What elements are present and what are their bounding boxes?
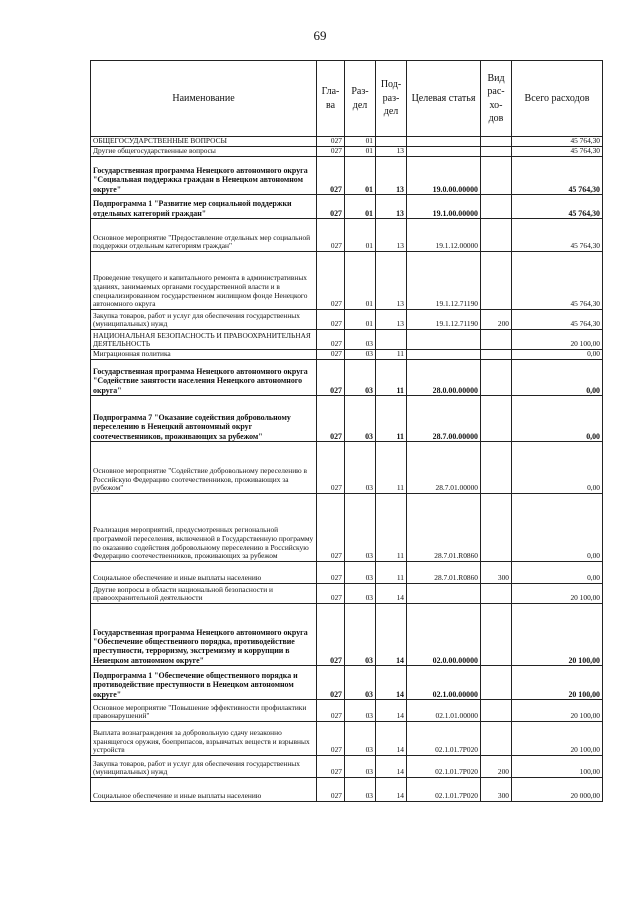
col-header-amount: Всего расходов (512, 61, 603, 137)
cell-vid: 300 (481, 778, 512, 802)
cell-podrazdel: 11 (376, 360, 407, 396)
cell-podrazdel: 11 (376, 442, 407, 494)
table-row (91, 700, 603, 722)
cell-name: ОБЩЕГОСУДАРСТВЕННЫЕ ВОПРОСЫ (91, 137, 317, 147)
cell-vid (481, 157, 512, 195)
cell-razdel: 01 (345, 252, 376, 310)
cell-statya: 02.1.01.7Р020 (407, 778, 481, 802)
cell-razdel: 03 (345, 442, 376, 494)
table-row (91, 330, 603, 350)
cell-statya: 02.1.01.7Р020 (407, 722, 481, 756)
cell-amount: 45 764,30 (512, 137, 603, 147)
cell-glava: 027 (317, 219, 345, 252)
cell-vid (481, 494, 512, 562)
cell-razdel: 01 (345, 310, 376, 330)
cell-vid (481, 147, 512, 157)
table-row (91, 350, 603, 360)
cell-statya (407, 147, 481, 157)
cell-statya: 02.0.00.00000 (407, 604, 481, 666)
cell-vid (481, 604, 512, 666)
col-header-name: Наименование (91, 61, 317, 137)
cell-statya: 19.1.12.71190 (407, 310, 481, 330)
cell-statya: 19.1.12.71190 (407, 252, 481, 310)
col-header-vid: Вид рас-хо-дов (481, 61, 512, 137)
cell-statya: 28.7.01.R0860 (407, 494, 481, 562)
cell-glava: 027 (317, 562, 345, 584)
col-header-podrazdel: Под-раз-дел (376, 61, 407, 137)
cell-razdel: 03 (345, 722, 376, 756)
cell-amount: 100,00 (512, 756, 603, 778)
table-row (91, 147, 603, 157)
cell-vid (481, 584, 512, 604)
cell-razdel: 01 (345, 157, 376, 195)
cell-razdel: 01 (345, 147, 376, 157)
cell-amount: 20 100,00 (512, 700, 603, 722)
cell-podrazdel: 14 (376, 700, 407, 722)
cell-glava: 027 (317, 722, 345, 756)
cell-statya: 02.1.00.00000 (407, 666, 481, 700)
table-row (91, 494, 603, 562)
cell-vid (481, 330, 512, 350)
cell-podrazdel: 11 (376, 350, 407, 360)
cell-name: Подпрограмма 1 "Развитие мер социальной поддержки отдельных категорий граждан" (91, 195, 317, 219)
cell-vid (481, 396, 512, 442)
cell-vid: 200 (481, 756, 512, 778)
cell-razdel: 03 (345, 778, 376, 802)
table-row (91, 722, 603, 756)
cell-vid (481, 360, 512, 396)
cell-statya (407, 350, 481, 360)
cell-statya: 28.7.01.00000 (407, 442, 481, 494)
cell-vid (481, 722, 512, 756)
cell-razdel: 03 (345, 360, 376, 396)
table-row (91, 310, 603, 330)
cell-amount: 20 100,00 (512, 666, 603, 700)
cell-glava: 027 (317, 252, 345, 310)
cell-statya: 28.7.00.00000 (407, 396, 481, 442)
cell-vid: 300 (481, 562, 512, 584)
cell-statya: 19.0.00.00000 (407, 157, 481, 195)
cell-podrazdel: 14 (376, 756, 407, 778)
cell-podrazdel: 13 (376, 219, 407, 252)
cell-amount: 0,00 (512, 442, 603, 494)
cell-vid (481, 195, 512, 219)
cell-glava: 027 (317, 666, 345, 700)
cell-glava: 027 (317, 442, 345, 494)
cell-name: НАЦИОНАЛЬНАЯ БЕЗОПАСНОСТЬ И ПРАВООХРАНИТЕЛЬНАЯ ДЕЯТЕЛЬНОСТЬ (91, 330, 317, 350)
cell-podrazdel: 13 (376, 195, 407, 219)
cell-amount: 0,00 (512, 562, 603, 584)
cell-podrazdel: 14 (376, 584, 407, 604)
cell-name: Основное мероприятие "Содействие добровольному переселению в Российскую Федерацию соотечественников, проживающих за рубежом" (91, 442, 317, 494)
table-row (91, 219, 603, 252)
cell-statya (407, 584, 481, 604)
cell-podrazdel: 14 (376, 722, 407, 756)
cell-amount: 45 764,30 (512, 252, 603, 310)
cell-vid (481, 666, 512, 700)
cell-name: Проведение текущего и капитального ремонта в административных зданиях, занимаемых органами государственной власти и в специализированном государственном жилищном фонде Ненецкого автономного округа (91, 252, 317, 310)
cell-statya: 28.7.01.R0860 (407, 562, 481, 584)
cell-podrazdel: 14 (376, 666, 407, 700)
table-row (91, 252, 603, 310)
budget-table (90, 60, 603, 802)
cell-vid (481, 350, 512, 360)
cell-name: Основное мероприятие "Повышение эффективности профилактики правонарушений" (91, 700, 317, 722)
cell-statya (407, 137, 481, 147)
cell-razdel: 03 (345, 350, 376, 360)
cell-amount: 20 100,00 (512, 584, 603, 604)
cell-name: Миграционная политика (91, 350, 317, 360)
cell-amount: 0,00 (512, 494, 603, 562)
cell-podrazdel: 11 (376, 494, 407, 562)
cell-amount: 0,00 (512, 350, 603, 360)
cell-amount: 20 100,00 (512, 604, 603, 666)
cell-glava: 027 (317, 195, 345, 219)
cell-razdel: 03 (345, 666, 376, 700)
cell-amount: 20 100,00 (512, 722, 603, 756)
cell-glava: 027 (317, 778, 345, 802)
cell-statya: 02.1.01.7Р020 (407, 756, 481, 778)
cell-vid (481, 219, 512, 252)
cell-vid: 200 (481, 310, 512, 330)
cell-statya: 02.1.01.00000 (407, 700, 481, 722)
cell-amount: 0,00 (512, 360, 603, 396)
cell-razdel: 03 (345, 756, 376, 778)
table-header-row (91, 61, 603, 137)
cell-glava: 027 (317, 360, 345, 396)
cell-podrazdel (376, 330, 407, 350)
cell-name: Другие общегосударственные вопросы (91, 147, 317, 157)
cell-podrazdel: 11 (376, 562, 407, 584)
cell-podrazdel (376, 137, 407, 147)
table-row (91, 604, 603, 666)
cell-razdel: 03 (345, 562, 376, 584)
cell-razdel: 03 (345, 604, 376, 666)
cell-glava: 027 (317, 157, 345, 195)
cell-amount: 45 764,30 (512, 195, 603, 219)
col-header-razdel: Раз-дел (345, 61, 376, 137)
table-row (91, 562, 603, 584)
cell-name: Государственная программа Ненецкого автономного округа "Социальная поддержка граждан в Ненецком автономном округе" (91, 157, 317, 195)
cell-name: Подпрограмма 1 "Обеспечение общественного порядка и противодействие преступности в Ненецком автономном округе" (91, 666, 317, 700)
col-header-glava: Гла-ва (317, 61, 345, 137)
cell-name: Реализация мероприятий, предусмотренных региональной программой переселения, включенной в Государственную программу по оказанию содействия добровольному переселению в Российскую Федерацию соотечественников, проживающих за рубежом (91, 494, 317, 562)
table-row (91, 584, 603, 604)
table-row (91, 396, 603, 442)
cell-podrazdel: 14 (376, 604, 407, 666)
cell-glava: 027 (317, 310, 345, 330)
cell-podrazdel: 13 (376, 157, 407, 195)
cell-razdel: 03 (345, 330, 376, 350)
cell-razdel: 01 (345, 137, 376, 147)
cell-podrazdel: 11 (376, 396, 407, 442)
cell-razdel: 01 (345, 219, 376, 252)
cell-amount: 45 764,30 (512, 147, 603, 157)
cell-statya: 28.0.00.00000 (407, 360, 481, 396)
cell-name: Социальное обеспечение и иные выплаты населению (91, 778, 317, 802)
cell-amount: 45 764,30 (512, 219, 603, 252)
cell-name: Выплата вознаграждения за добровольную сдачу незаконно хранящегося оружия, боеприпасов, взрывчатых веществ и взрывных устройств (91, 722, 317, 756)
page-number: 69 (313, 28, 327, 43)
cell-glava: 027 (317, 147, 345, 157)
cell-vid (481, 252, 512, 310)
cell-name: Закупка товаров, работ и услуг для обеспечения государственных (муниципальных) нужд (91, 310, 317, 330)
cell-amount: 0,00 (512, 396, 603, 442)
cell-vid (481, 700, 512, 722)
table-row (91, 195, 603, 219)
cell-name: Закупка товаров, работ и услуг для обеспечения государственных (муниципальных) нужд (91, 756, 317, 778)
cell-vid (481, 137, 512, 147)
cell-glava: 027 (317, 584, 345, 604)
table-body (91, 137, 603, 802)
cell-name: Основное мероприятие "Предоставление отдельных мер социальной поддержки отдельным категориям граждан" (91, 219, 317, 252)
cell-statya: 19.1.00.00000 (407, 195, 481, 219)
cell-razdel: 03 (345, 584, 376, 604)
cell-glava: 027 (317, 700, 345, 722)
cell-podrazdel: 13 (376, 310, 407, 330)
cell-razdel: 01 (345, 195, 376, 219)
cell-amount: 20 100,00 (512, 330, 603, 350)
cell-name: Подпрограмма 7 "Оказание содействия добровольному переселению в Ненецкий автономный округ соотечественников, проживающих за рубежом" (91, 396, 317, 442)
cell-amount: 45 764,30 (512, 157, 603, 195)
table-row (91, 137, 603, 147)
table-row (91, 756, 603, 778)
table-row (91, 157, 603, 195)
col-header-statya: Целевая статья (407, 61, 481, 137)
cell-amount: 20 000,00 (512, 778, 603, 802)
cell-glava: 027 (317, 396, 345, 442)
cell-name: Государственная программа Ненецкого автономного округа "Содействие занятости населения Ненецкого автономного округа" (91, 360, 317, 396)
table-row (91, 360, 603, 396)
cell-statya: 19.1.12.00000 (407, 219, 481, 252)
cell-statya (407, 330, 481, 350)
cell-podrazdel: 14 (376, 778, 407, 802)
cell-razdel: 03 (345, 396, 376, 442)
cell-glava: 027 (317, 494, 345, 562)
table-row (91, 666, 603, 700)
cell-amount: 45 764,30 (512, 310, 603, 330)
cell-razdel: 03 (345, 700, 376, 722)
cell-glava: 027 (317, 604, 345, 666)
cell-name: Государственная программа Ненецкого автономного округа "Обеспечение общественного порядка, противодействие преступности, терроризму, экстремизму и коррупции в Ненецком автономном округе" (91, 604, 317, 666)
table-row (91, 442, 603, 494)
cell-glava: 027 (317, 330, 345, 350)
cell-podrazdel: 13 (376, 252, 407, 310)
cell-glava: 027 (317, 137, 345, 147)
cell-name: Социальное обеспечение и иные выплаты населению (91, 562, 317, 584)
cell-name: Другие вопросы в области национальной безопасности и правоохранительной деятельности (91, 584, 317, 604)
cell-podrazdel: 13 (376, 147, 407, 157)
cell-glava: 027 (317, 350, 345, 360)
table-row (91, 778, 603, 802)
cell-glava: 027 (317, 756, 345, 778)
cell-vid (481, 442, 512, 494)
cell-razdel: 03 (345, 494, 376, 562)
